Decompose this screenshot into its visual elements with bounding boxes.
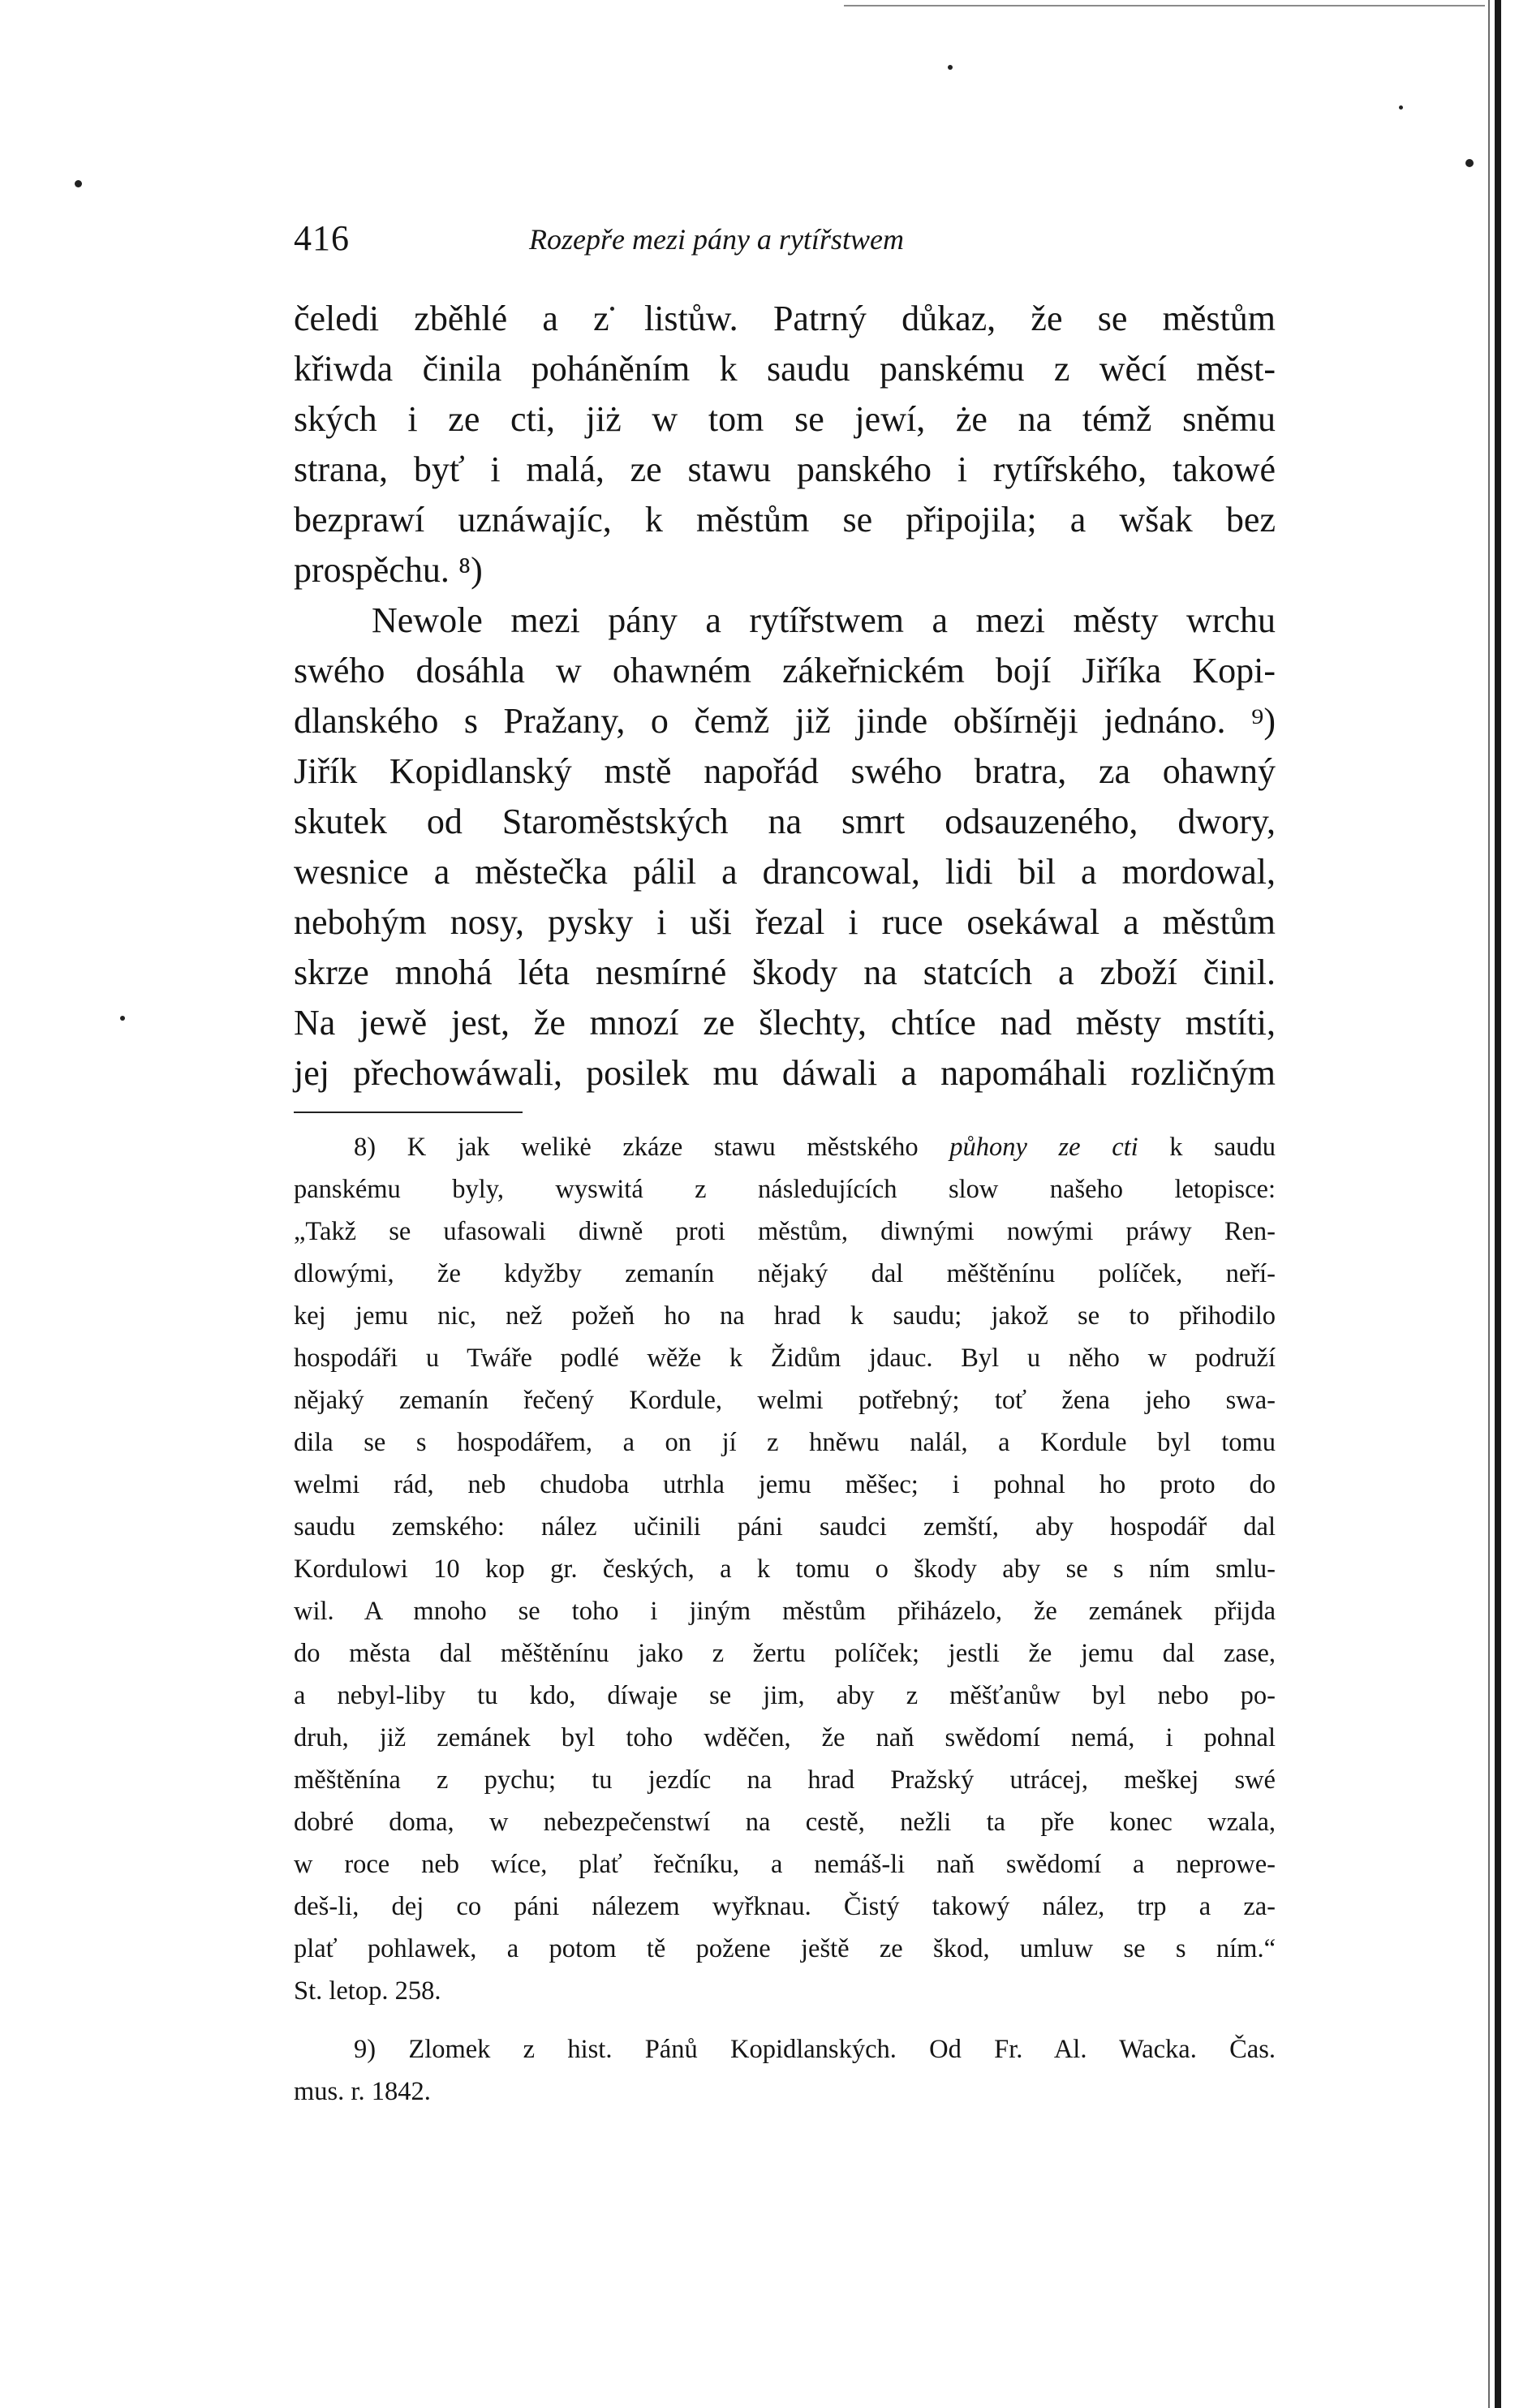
footnotes (294, 1126, 1276, 2113)
main-text (294, 294, 1276, 1099)
ink-speck (1399, 105, 1403, 110)
text-line: čeledi zběhlé a z listůw. Patrný důkaz, že se městům (294, 299, 1276, 338)
footnote-line: panskému byly, wyswitá z následujících slow našeho letopisce: (294, 1175, 1276, 1204)
footnote-line: kej jemu nic, než požeň ho na hrad k saudu; jakož se to přihodilo (294, 1301, 1276, 1331)
text-line: strana, byť i malá, ze stawu panského i rytířského, takowé (294, 449, 1276, 489)
footnote-line: St. letop. 258. (294, 1976, 441, 2006)
footnote-spacer (294, 2012, 1276, 2028)
footnote-line: w roce neb wíce, plať řečníku, a nemáš-li naň swědomí a neprowe- (294, 1850, 1276, 1879)
text-line: bezprawí uznáwajíc, k městům se připojila; a wšak bez (294, 500, 1276, 540)
footnote-line: mus. r. 1842. (294, 2077, 431, 2106)
text-line: skrze mnohá léta nesmírné škody na statcích a zboží činil. (294, 952, 1276, 992)
page-edge-border (1495, 0, 1501, 2408)
text-line: Newole mezi pány a rytířstwem a mezi městy wrchu (372, 600, 1276, 640)
footnote-line: dobré doma, w nebezpečenstwí na cestě, nežli ta pře konec wzala, (294, 1808, 1276, 1837)
text-line: nebohým nosy, pysky i uši řezal i ruce osekáwal a městům (294, 902, 1276, 942)
footnote-line: dlowými, že kdyžby zemanín nějaký dal měštěnínu políček, neří- (294, 1259, 1276, 1288)
footnote-line: dila se s hospodářem, a on jí z hněwu nalál, a Kordule byl tomu (294, 1428, 1276, 1457)
footnote-line: saudu zemského: nález učinili páni saudci zemští, aby hospodář dal (294, 1512, 1276, 1542)
footnote-line: měštěnína z pychu; tu jezdíc na hrad Pražský utrácej, meškej swé (294, 1765, 1276, 1795)
text-line: wesnice a městečka pálil a drancowal, lidi bil a mordowal, (294, 852, 1276, 892)
footnote-line: hospodáři u Twáře podlé wěže k Židům jdauc. Byl u něho w podruží (294, 1344, 1276, 1373)
footnote-line: deš-li, dej co páni nálezem wyřknau. Čistý takowý nález, trp a za- (294, 1892, 1276, 1921)
footnote-line: wil. A mnoho se toho i jiným městům přiházelo, že zemánek přijda (294, 1597, 1276, 1626)
footnote-8-first-line (294, 1126, 1276, 1168)
text-line: skutek od Staroměstských na smrt odsauzeného, dwory, (294, 802, 1276, 841)
text-line: dlanského s Pražany, o čemž již jinde obšírněji jednáno. ⁹) (294, 701, 1276, 741)
page-top-edge (844, 5, 1485, 6)
running-title: Rozepře mezi pány a rytířstwem (529, 223, 904, 256)
footnote-divider (294, 1112, 523, 1113)
ink-speck (948, 65, 953, 70)
footnote-8-italic-term: půhony ze cti (949, 1133, 1138, 1162)
page-edge-inner-line (1488, 0, 1490, 2408)
text-line: ských i ze cti, jiż w tom se jewí, że na témž sněmu (294, 399, 1276, 439)
text-line: Jiřík Kopidlanský mstě napořád swého bratra, za ohawný (294, 751, 1276, 791)
footnote-line: druh, již zemánek byl toho wděčen, že naň swědomí nemá, i pohnal (294, 1723, 1276, 1752)
ink-speck (1465, 159, 1474, 167)
text-line: prospěchu. ⁸) (294, 550, 483, 590)
footnote-line: welmi rád, neb chudoba utrhla jemu měšec; i pohnal ho proto do (294, 1470, 1276, 1499)
text-line: jej přechowáwali, posilek mu dáwali a napomáhali rozličným (294, 1053, 1276, 1093)
footnote-line: a nebyl-liby tu kdo, díwaje se jim, aby z měšťanůw byl nebo po- (294, 1681, 1276, 1710)
footnote-8-text: 8) K jak welikė zkáze stawu městského (354, 1133, 950, 1162)
footnote-9-first-line: 9) Zlomek z hist. Pánů Kopidlanských. Od Fr. Al. Wacka. Čas. (354, 2035, 1276, 2064)
text-line: Na jewě jest, že mnozí ze šlechty, chtíce nad městy mstíti, (294, 1003, 1276, 1043)
footnote-line: do města dal měštěnínu jako z žertu políček; jestli že jemu dal zase, (294, 1639, 1276, 1668)
page-header (294, 217, 1300, 266)
footnote-8-text: k saudu (1138, 1133, 1276, 1162)
page-number: 416 (294, 218, 350, 258)
footnote-line: nějaký zemanín řečený Kordule, welmi potřebný; toť žena jeho swa- (294, 1386, 1276, 1415)
ink-speck (120, 1016, 125, 1021)
text-line: swého dosáhla w ohawném zákeřnickém bojí Jiříka Kopi- (294, 651, 1276, 690)
footnote-line: plať pohlawek, a potom tě požene ještě ze škod, umluw se s ním.“ (294, 1934, 1276, 1963)
footnote-line: Kordulowi 10 kop gr. českých, a k tomu o škody aby se s ním smlu- (294, 1554, 1276, 1584)
footnote-line: „Takž se ufasowali diwně proti městům, diwnými nowými práwy Ren- (294, 1217, 1276, 1246)
ink-speck (75, 180, 82, 187)
text-line: křiwda činila poháněním k saudu panskému z wěcí měst- (294, 349, 1276, 389)
